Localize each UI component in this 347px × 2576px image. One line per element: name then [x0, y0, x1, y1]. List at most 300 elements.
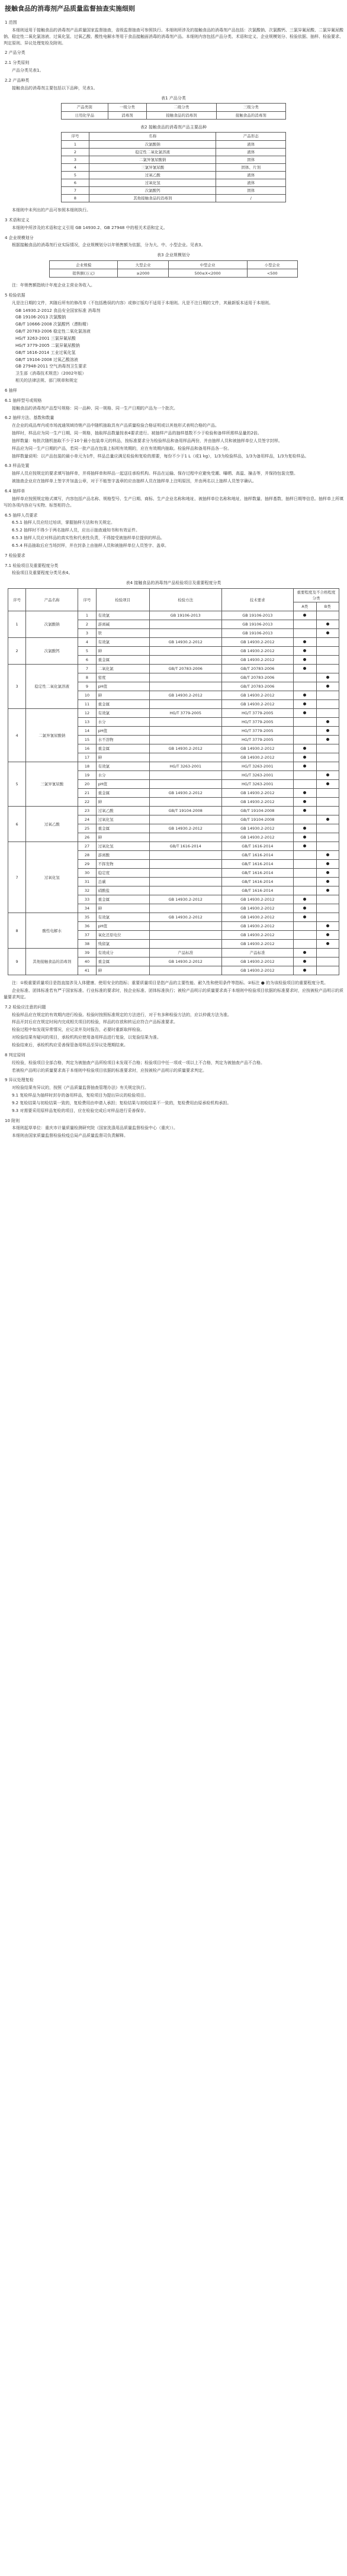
table-4-cell-req: GB 14930.2-2012	[221, 638, 294, 647]
table-4-importance-a	[294, 753, 316, 762]
table-2-row	[62, 148, 286, 156]
table-4-cell-item: 有效氯	[96, 709, 149, 718]
table-4-cell-method	[149, 700, 221, 709]
table-4-importance-a	[294, 815, 316, 824]
table-4-cell-seq: 40	[78, 957, 96, 966]
table-4-cell-method	[149, 966, 221, 975]
table-4-cell-method	[149, 620, 221, 629]
table-4-cell-item: 重金属	[96, 656, 149, 665]
table-1-header-cell: 三级分类	[216, 104, 285, 111]
table-4-importance-a	[294, 886, 316, 895]
section-9-heading: 9 异议处理复检	[5, 1078, 34, 1083]
table-1-cell: 接触食品的消毒剂	[216, 111, 285, 119]
table-4-cell-method: GB 19106-2013	[149, 611, 221, 620]
importance-dot-icon	[303, 969, 306, 972]
table-4-body	[8, 611, 339, 975]
table-4-cell-method	[149, 673, 221, 682]
section-6-5-text: 6.5.4 样品抽取后应当场封样，并在封条上由抽样人员和被抽样单位人员签字、盖章。	[12, 543, 169, 548]
section-7-1-heading: 7.1 检验项目及重要程度分类	[5, 563, 59, 568]
importance-dot-icon	[303, 809, 306, 812]
table-4-importance-a	[294, 780, 316, 789]
importance-dot-icon	[326, 738, 329, 741]
table-4-product-name: 次氯酸钠	[26, 611, 78, 638]
section-8-text: 若被检产品明示的质量要求高于本细则中检验项目依据的标准要求时，应按被检产品明示的质量要求判定。	[12, 1068, 207, 1073]
table-4-importance-b	[316, 673, 339, 682]
table-4-cell-req: GB/T 1616-2014	[221, 886, 294, 895]
table-4-cell-seq: 34	[78, 904, 96, 913]
table-2-cell: 2	[62, 148, 89, 156]
table-4-cell-item: pH值	[96, 682, 149, 691]
table-4-cell-seq: 16	[78, 744, 96, 753]
table-2-cell: 稳定性二氧化氯溶液	[89, 148, 216, 156]
table-4-group-number: 6	[8, 807, 26, 842]
table-4-importance-a	[294, 682, 316, 691]
table-4-cell-seq: 1	[78, 611, 96, 620]
table-4-importance-b	[316, 638, 339, 647]
table-4-row	[8, 665, 339, 673]
table-4-importance-b	[316, 878, 339, 886]
section-7-2-text: 检验结束后，承检机构应妥善保管备用样品至异议处理期结束。	[12, 1043, 128, 1048]
section-2-1-heading: 2.1 分类原则	[5, 60, 30, 66]
section-6-2-text: 样品应为同一生产日期的产品，若同一批产品在包装上标明有效期的，应在有效期内抽取。检验样品和备用样品各一份。	[12, 446, 232, 451]
table-2-cell: 次氯酸钙	[89, 186, 216, 194]
table-4-cell-method: GB 14930.2-2012	[149, 824, 221, 833]
table-2-cell: 6	[62, 179, 89, 186]
table-4-cell-seq: 13	[78, 718, 96, 727]
table-4-row	[8, 762, 339, 771]
table-4-cell-method	[149, 798, 221, 807]
section-2	[4, 50, 343, 213]
table-4-cell-seq: 12	[78, 709, 96, 718]
table-4-cell-req: GB 14930.2-2012	[221, 895, 294, 904]
table-4-importance-a	[294, 744, 316, 753]
table-4-cell-req: GB 14930.2-2012	[221, 940, 294, 949]
table-4-cell-item: 重金属	[96, 700, 149, 709]
section-1	[4, 20, 343, 46]
section-7-1-text: 检验项目及重要程度分类见表4。	[12, 570, 73, 576]
table-4-group-number: 2	[8, 638, 26, 665]
table-4-cell-req: GB 14930.2-2012	[221, 753, 294, 762]
section-6-2-text: 抽样时，样品应为同一生产日期、同一规格，抽取样品数量按表4要求进行。被抽样产品的抽样基数不少于检验和备样所需样品量的2倍。	[12, 431, 262, 436]
table-4-cell-item: 有效氯	[96, 638, 149, 647]
table-4-cell-item: 过氧乙酸	[96, 807, 149, 815]
section-7-2-text: 样品开封后应在规定时间内完成相关项目的检验，样品的存放和转运应符合产品标准要求。	[12, 1020, 178, 1025]
table-2-cell: 固体	[216, 186, 286, 194]
importance-dot-icon	[326, 942, 329, 945]
table-4-cell-item: 铁	[96, 629, 149, 638]
section-8-text: 经检验，检验项目全部合格，判定为被抽查产品所检项目未发现不合格；检验项目中任一项或一项以上不合格，判定为被抽查产品不合格。	[12, 1060, 265, 1065]
table-4-importance-a	[294, 700, 316, 709]
table-4-cell-seq: 26	[78, 833, 96, 842]
table-4-cell-item: 砷	[96, 904, 149, 913]
table-2-header	[62, 133, 286, 140]
table-4-row	[8, 611, 339, 620]
table-4-cell-seq: 36	[78, 922, 96, 931]
section-6-5-text: 6.5.3 抽样人员应对样品的真实性和代表性负责，不得接受被抽样单位提供的样品。	[12, 536, 165, 541]
table-4-group-number: 8	[8, 913, 26, 949]
section-6-4-text: 抽样单应按照规定格式填写，内容包括产品名称、规格型号、生产日期、商标、生产企业名称和地址、被抽样单位名称和地址、抽样数量、抽样基数、抽样日期等信息。抽样单上所填写的各项内容应与实物、标签相符合。	[4, 496, 343, 508]
reference-item: GB/T 1616-2014 工业过氧化氢	[15, 350, 76, 355]
table-3-header	[50, 261, 298, 269]
reference-item: GB 19106-2013 次氯酸钠	[15, 315, 66, 320]
table-4-cell-method	[149, 780, 221, 789]
table-4-importance-a	[294, 842, 316, 851]
table-4-group-number: 1	[8, 611, 26, 638]
table-2-cell: 液体	[216, 140, 286, 148]
table-4-cell-req: GB/T 1616-2014	[221, 878, 294, 886]
table-4-cell-method: GB/T 1616-2014	[149, 842, 221, 851]
reference-item: HG/T 3263-2001 三氯异氰尿酸	[15, 336, 76, 341]
table-4-importance-a	[294, 656, 316, 665]
section-6-2-text: 在企业的成品库内或市场流通领域待销产品中随机抽取具有产品质量检验合格证明或以其他形式表明合格的产品。	[12, 423, 219, 428]
importance-dot-icon	[303, 640, 306, 643]
table-4-cell-item: 重金属	[96, 895, 149, 904]
table-4-importance-b	[316, 904, 339, 913]
table-4-importance-a	[294, 718, 316, 727]
table-4-cell-seq: 32	[78, 886, 96, 895]
table-4-importance-a	[294, 629, 316, 638]
table-4-cell-item: pH值	[96, 780, 149, 789]
section-6-3-heading: 6.3 样品处置	[5, 463, 30, 469]
table-4-importance-a	[294, 895, 316, 904]
table-4-cell-item: 重金属	[96, 824, 149, 833]
table-4-cell-method: GB 14930.2-2012	[149, 913, 221, 922]
section-5-heading: 5 检验依据	[5, 292, 25, 298]
table-4-cell-method	[149, 718, 221, 727]
importance-dot-icon	[326, 685, 329, 688]
table-4-importance-a	[294, 736, 316, 744]
table-4-importance-b	[316, 736, 339, 744]
table-2-cell: 二氯异氰尿酸钠	[89, 156, 216, 163]
importance-dot-icon	[326, 880, 329, 883]
table-4-cell-item: 硝酸盐	[96, 886, 149, 895]
section-6-5-text: 6.5.2 抽样时不得少于两名抽样人员，应出示抽查通知书和有效证件。	[12, 528, 140, 533]
section-10	[4, 1118, 343, 1140]
table-4-cell-item: 砷	[96, 647, 149, 656]
table-4-caption: 表4 接触食品的消毒剂产品检验项目及重要程度分类	[126, 581, 221, 586]
section-3-text: 本细则中所涉及的术语和定义引用 GB 14930.2、GB 27948 中的相关术语和定义。	[12, 225, 168, 230]
table-4-cell-req: GB/T 1616-2014	[221, 842, 294, 851]
table-4-importance-b	[316, 957, 339, 966]
section-9-list	[4, 1092, 343, 1114]
table-4-cell-seq: 28	[78, 851, 96, 860]
importance-dot-icon	[326, 773, 329, 776]
table-4-cell-seq: 30	[78, 869, 96, 878]
table-4-cell-seq: 41	[78, 966, 96, 975]
table-4-cell-seq: 5	[78, 647, 96, 656]
table-4-cell-req: GB/T 20783-2006	[221, 682, 294, 691]
table-2-cell: 三氯异氰尿酸	[89, 163, 216, 171]
importance-dot-icon	[303, 711, 306, 714]
table-4-importance-b	[316, 771, 339, 780]
table-4-cell-method	[149, 860, 221, 869]
importance-dot-icon	[326, 889, 329, 892]
table-4-importance-b	[316, 691, 339, 700]
importance-dot-icon	[303, 614, 306, 617]
table-4-cell-method: GB 14930.2-2012	[149, 638, 221, 647]
table-4-cell-item: 砷	[96, 966, 149, 975]
table-4-cell-req: HG/T 3263-2001	[221, 771, 294, 780]
table-4-cell-req: GB/T 19104-2008	[221, 807, 294, 815]
table-2-row	[62, 186, 286, 194]
table-4-cell-method: GB 14930.2-2012	[149, 744, 221, 753]
table-2-cell: 次氯酸钠	[89, 140, 216, 148]
importance-dot-icon	[303, 844, 306, 847]
table-2	[61, 132, 286, 202]
section-3	[4, 217, 343, 231]
table-3-cell: <500	[247, 269, 297, 278]
table-4-cell-method: GB 14930.2-2012	[149, 789, 221, 798]
table-1-cell: 消毒剂	[108, 111, 147, 119]
table-4-product-name: 三氯异氰尿酸	[26, 762, 78, 807]
table-4-product-name: 二氯异氰尿酸钠	[26, 709, 78, 762]
table-4-cell-item: 水不溶物	[96, 736, 149, 744]
table-4-cell-item: 过氧化氢	[96, 815, 149, 824]
table-4-cell-seq: 17	[78, 753, 96, 762]
table-4-group-number: 9	[8, 949, 26, 975]
table-4-cell-method: HG/T 3263-2001	[149, 762, 221, 771]
table-4-importance-b	[316, 949, 339, 957]
table-2-cell: 4	[62, 163, 89, 171]
table-4-cell-seq: 14	[78, 727, 96, 736]
table-4-cell-seq: 11	[78, 700, 96, 709]
table-4-importance-a	[294, 620, 316, 629]
table-4-cell-req: 产品标准	[221, 949, 294, 957]
section-1-heading: 1 范围	[5, 20, 17, 25]
section-7-1-text: 企业标准、团体标准若有严于国家标准、行业标准的要求时，按企业标准、团体标准执行；被检产品明示的质量要求高于本细则中检验项目依据的标准要求时，应按被检产品明示的质量要求判定。	[4, 988, 343, 1000]
table-2-header-cell: 产品形态	[216, 133, 286, 140]
table-4-importance-a	[294, 940, 316, 949]
table-4-header-cell: 序号	[78, 589, 96, 611]
table-4-importance-a	[294, 869, 316, 878]
table-4-importance-a	[294, 647, 316, 656]
table-4-cell-seq: 3	[78, 629, 96, 638]
table-4-cell-req: GB 14930.2-2012	[221, 798, 294, 807]
table-4-importance-a	[294, 931, 316, 940]
table-4-importance-b	[316, 824, 339, 833]
table-4-importance-a	[294, 922, 316, 931]
importance-dot-icon	[303, 960, 306, 963]
reference-item: 卫生部《消毒技术规范》（2002年版）	[15, 371, 86, 376]
importance-dot-icon	[326, 720, 329, 723]
table-2-cell: 固体、片剂	[216, 163, 286, 171]
section-6-1-heading: 6.1 抽样型号或规格	[5, 398, 42, 403]
table-4-cell-req: GB/T 20783-2006	[221, 665, 294, 673]
table-4-cell-method	[149, 727, 221, 736]
table-4-cell-item: 水分	[96, 718, 149, 727]
table-4-cell-req: GB/T 19104-2008	[221, 815, 294, 824]
section-9-item: 9.3 对需要采用原样品复检的项目，应在检验完成后对样品进行妥善保存。	[12, 1108, 149, 1113]
table-4-header-cell: A类	[294, 602, 316, 611]
table-4-product-name: 酸性电解水	[26, 913, 78, 949]
table-4-cell-seq: 7	[78, 665, 96, 673]
table-2-cell: 液体	[216, 179, 286, 186]
section-6	[4, 388, 343, 549]
table-4	[8, 588, 339, 975]
document-page	[0, 0, 347, 1146]
table-4-product-name: 其他接触食品的消毒剂	[26, 949, 78, 975]
table-4-importance-b	[316, 842, 339, 851]
table-4-cell-method	[149, 869, 221, 878]
table-4-importance-a	[294, 727, 316, 736]
section-10-text: 本细则起草单位：重庆市计量质量检测研究院（国家洗涤用品质量监督检验中心（重庆））。	[12, 1126, 178, 1131]
doc-title: 接触食品的消毒剂产品质量监督抽查实施细则	[5, 5, 135, 12]
table-4-cell-seq: 25	[78, 824, 96, 833]
table-4-product-name: 过氧化氢	[26, 842, 78, 913]
table-2-cell: 固体	[216, 156, 286, 163]
table-4-cell-item: 过氧化氢	[96, 842, 149, 851]
table-4-cell-method: 产品标准	[149, 949, 221, 957]
table-4-cell-seq: 19	[78, 771, 96, 780]
table-1-header-cell: 一级分类	[108, 104, 147, 111]
table-4-importance-b	[316, 895, 339, 904]
reference-item: 相关的法律法规、部门规章和规定	[15, 378, 78, 383]
table-4-cell-item: 氧化还原电位	[96, 931, 149, 940]
importance-dot-icon	[326, 782, 329, 785]
table-4-importance-b	[316, 869, 339, 878]
table-4-importance-a	[294, 957, 316, 966]
section-6-4-heading: 6.4 抽样单	[5, 489, 25, 494]
table-4-cell-method	[149, 851, 221, 860]
table-4-cell-req: GB 19106-2013	[221, 629, 294, 638]
table-4-cell-req: HG/T 3779-2005	[221, 709, 294, 718]
table-4-importance-a	[294, 611, 316, 620]
section-7-2-text: 检验样品应在规定的有效期内进行检验。检验时按照标准规定的方法进行，对于有多种检验方法的，应以仲裁方法为准。	[12, 1012, 232, 1017]
section-6-3-text: 被抽查企业应在抽样单上签字并加盖公章，对于不能签字盖章的应由抽样人员在抽样单上注明原因，并由两名以上抽样人员签字确认。	[12, 479, 256, 484]
table-4-importance-a	[294, 949, 316, 957]
table-3-cell: 销售额(万元)	[50, 269, 118, 278]
table-4-cell-req: GB 14930.2-2012	[221, 833, 294, 842]
table-2-cell: 其他接触食品的消毒剂	[89, 194, 216, 202]
table-4-cell-item: 重金属	[96, 789, 149, 798]
section-6-heading: 6 抽样	[5, 388, 17, 393]
table-4-cell-req: HG/T 3263-2001	[221, 780, 294, 789]
table-4-cell-seq: 24	[78, 815, 96, 824]
table-4-cell-method: GB/T 20783-2006	[149, 665, 221, 673]
section-7-heading: 7 检验要求	[5, 553, 25, 558]
table-4-row	[8, 913, 339, 922]
table-4-importance-a	[294, 638, 316, 647]
table-2-cell: 8	[62, 194, 89, 202]
table-4-cell-method: GB 14930.2-2012	[149, 957, 221, 966]
table-4-cell-seq: 9	[78, 682, 96, 691]
importance-dot-icon	[303, 747, 306, 750]
table-4-cell-req: GB 14930.2-2012	[221, 647, 294, 656]
table-4-importance-a	[294, 798, 316, 807]
table-3	[49, 260, 298, 278]
table-2-row	[62, 140, 286, 148]
reference-list	[4, 308, 343, 384]
table-4-cell-req: GB 14930.2-2012	[221, 957, 294, 966]
table-4-cell-req: GB 14930.2-2012	[221, 691, 294, 700]
table-4-header-cell: 重要程度及不合格程度分类	[294, 589, 339, 602]
importance-dot-icon	[326, 676, 329, 679]
table-4-cell-req: GB 14930.2-2012	[221, 931, 294, 940]
table-4-importance-a	[294, 833, 316, 842]
table-4-group-number: 5	[8, 762, 26, 807]
importance-dot-icon	[326, 631, 329, 634]
section-7-2-heading: 7.2 检验应注意的问题	[5, 1004, 46, 1010]
table-4-cell-item: 密度	[96, 673, 149, 682]
section-4-note: 注：年销售额指统计年度企业主营业务收入。	[12, 283, 95, 288]
table-4-row	[8, 842, 339, 851]
table-3-header-cell: 小型企业	[247, 261, 297, 269]
table-4-cell-method	[149, 833, 221, 842]
table-1-row	[62, 111, 286, 119]
table-4-cell-method	[149, 682, 221, 691]
reference-item: HG/T 3779-2005 二氯异氰尿酸钠	[15, 343, 80, 348]
table-4-cell-seq: 4	[78, 638, 96, 647]
table-4-importance-b	[316, 611, 339, 620]
section-2-heading: 2 产品分类	[5, 50, 25, 56]
section-6-2-text: 抽样数量：每批次随机抽取不少于10个最小包装单元的样品，按标准要求分为检验样品和备用样品两份，并由抽样人员和被抽样单位人员签字封样。	[12, 438, 282, 443]
table-4-cell-seq: 39	[78, 949, 96, 957]
table-4-cell-req: HG/T 3779-2005	[221, 736, 294, 744]
importance-dot-icon	[303, 702, 306, 705]
table-1-caption: 表1 产品分类	[161, 95, 186, 101]
table-4-header-cell: 检验方法	[149, 589, 221, 611]
section-2-2-text: 接触食品的消毒剂主要包括以下品种，见表1。	[12, 85, 98, 91]
table-2-row	[62, 194, 286, 202]
table-2-cell: 液体	[216, 148, 286, 156]
table-2-caption: 表2 接触食品的消毒剂产品主要品种	[140, 124, 207, 130]
table-4-cell-req: GB 19106-2013	[221, 611, 294, 620]
table-4-importance-a	[294, 878, 316, 886]
table-1-header-cell: 产品类别	[62, 104, 108, 111]
table-4-cell-method	[149, 815, 221, 824]
importance-dot-icon	[303, 658, 306, 661]
table-4-cell-item: pH值	[96, 727, 149, 736]
importance-dot-icon	[303, 827, 306, 830]
table-1	[61, 103, 286, 119]
table-4-header-cell: 产品名称	[26, 589, 78, 611]
table-4-importance-a	[294, 851, 316, 860]
reference-item: GB/T 19104-2008 过氧乙酸溶液	[15, 357, 78, 362]
table-4-importance-b	[316, 780, 339, 789]
table-4-cell-req: GB 14930.2-2012	[221, 922, 294, 931]
table-4-importance-a	[294, 691, 316, 700]
table-4-cell-seq: 2	[78, 620, 96, 629]
table-2-cell: 1	[62, 140, 89, 148]
table-4-cell-req: GB/T 1616-2014	[221, 860, 294, 869]
table-4-cell-method: GB 14930.2-2012	[149, 895, 221, 904]
importance-dot-icon	[303, 667, 306, 670]
table-2-cell: 液体	[216, 171, 286, 179]
table-4-cell-req: GB 14930.2-2012	[221, 913, 294, 922]
table-4-cell-item: 游离酸	[96, 851, 149, 860]
table-4-importance-b	[316, 629, 339, 638]
section-10-heading: 10 附则	[5, 1118, 20, 1123]
table-4-cell-seq: 29	[78, 860, 96, 869]
table-4-cell-seq: 37	[78, 931, 96, 940]
table-2-cell: /	[216, 194, 286, 202]
importance-dot-icon	[303, 765, 306, 768]
section-9-item: 9.2 复检结果与初检结果一致的，复检费用由申请人承担；复检结果与初检结果不一致的，复检费用由原承检机构承担。	[12, 1100, 232, 1105]
table-4-cell-seq: 20	[78, 780, 96, 789]
table-2-cell: 5	[62, 171, 89, 179]
table-3-caption: 表3 企业规模划分	[157, 253, 190, 258]
importance-dot-icon	[326, 818, 329, 821]
section-7-2-text: 检验过程中如发现异常情况，应记录并及时报告，必要时重新取样检验。	[12, 1027, 144, 1033]
importance-dot-icon	[303, 951, 306, 954]
table-4-importance-a	[294, 807, 316, 815]
table-4-cell-method	[149, 736, 221, 744]
table-3-cell: ≥2000	[118, 269, 168, 278]
table-4-importance-a	[294, 709, 316, 718]
table-4-cell-item: 不挥发物	[96, 860, 149, 869]
table-4-group-number: 3	[8, 665, 26, 709]
section-7	[4, 553, 343, 1049]
